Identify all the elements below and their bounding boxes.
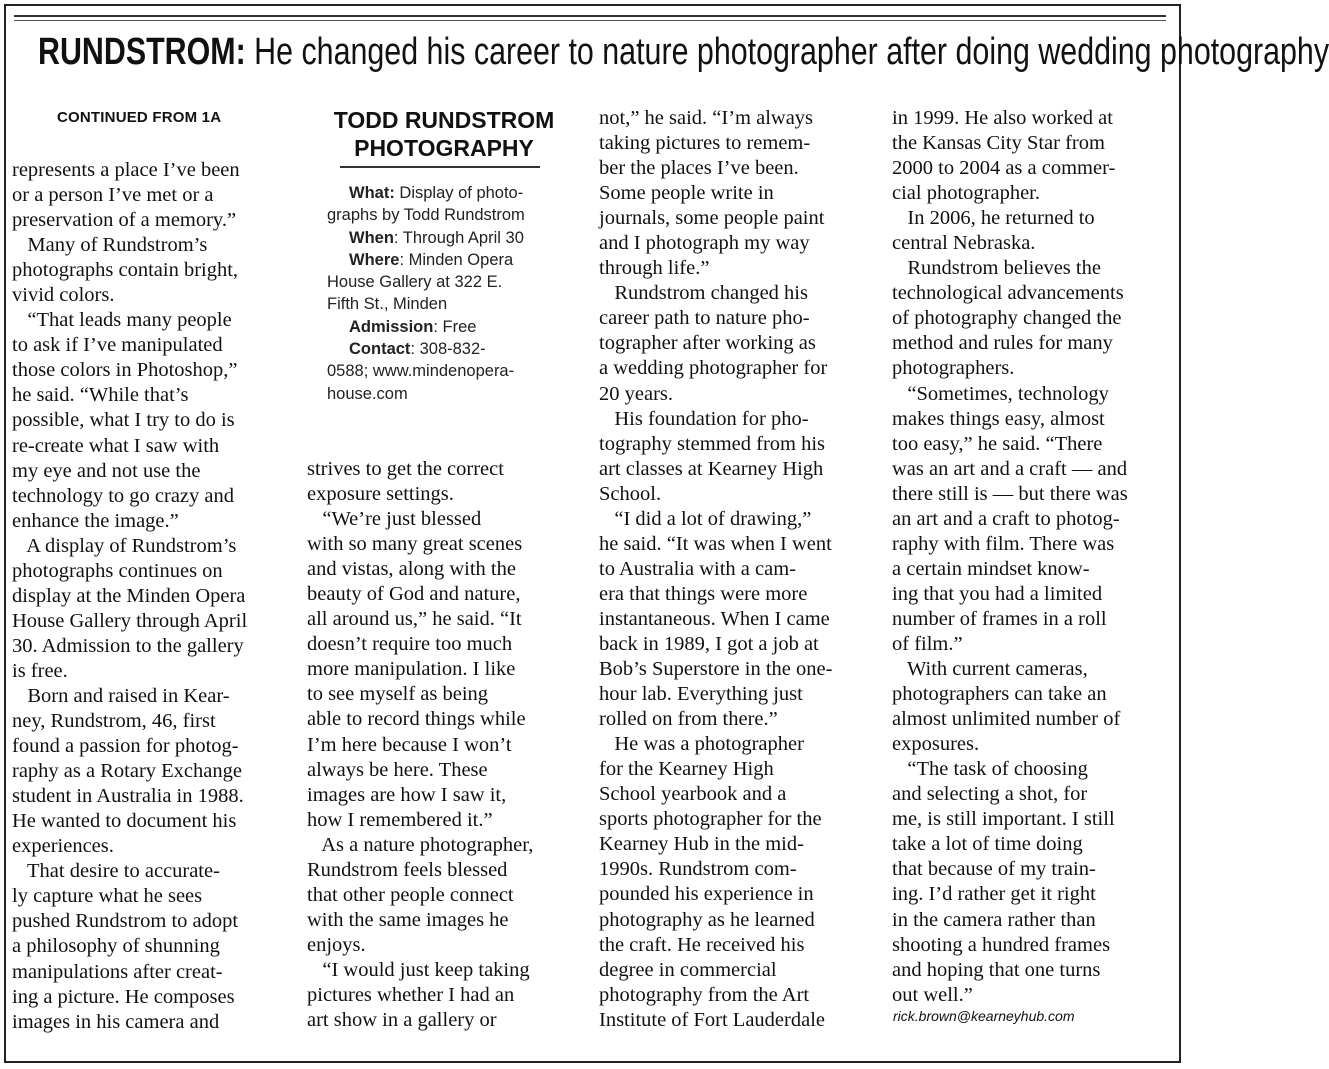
article-line: instantaneous. When I came [599,607,830,630]
article-line: Institute of Fort Lauderdale [599,1008,826,1031]
info-value: Display of photo- [394,184,524,202]
article-line: “We’re just blessed [307,508,482,531]
article-line: “I did a lot of drawing,” [599,507,812,530]
article-line: journals, some people paint [599,207,825,230]
article-line: ing a picture. He composes [12,985,235,1008]
info-line [327,360,582,382]
article-line: there still is — but there was [892,482,1128,505]
article-line: that other people connect [307,883,514,906]
article-line: makes things easy, almost [892,407,1105,430]
article-line: ber the places I’ve been. [599,157,799,180]
info-value: : 308-832- [410,340,486,359]
article-line: shooting a hundred frames [892,933,1111,956]
article-line: me, is still important. I still [892,808,1115,831]
article-line: photographs continues on [12,559,223,582]
info-value: : Through April 30 [393,228,524,247]
article-line: hour lab. Everything just [599,683,803,706]
info-value: 0588; www.mindenopera- [327,362,515,381]
info-line [327,227,582,249]
article-column-2 [307,457,582,1033]
article-line: the Kansas City Star from [892,132,1105,155]
article-line: re-create what I saw with [12,434,220,457]
article-line: and I photograph my way [599,232,810,255]
info-value: graphs by Todd Rundstrom [327,206,525,225]
article-line: ly capture what he sees [12,885,203,908]
article-line: art show in a gallery or [307,1009,497,1032]
article-line: and hoping that one turns [892,958,1101,981]
article-line: almost unlimited number of [892,708,1121,731]
headline-name: RUNDSTROM: [38,31,246,73]
article-line: he said. “It was when I went [599,532,832,555]
article-line: degree in commercial [599,958,777,981]
byline-email: rick.brown@kearneyhub.com [893,1008,1075,1024]
info-box-title-line: TODD RUNDSTROM [333,107,555,133]
article-line: how I remembered it.” [307,808,493,831]
article-line: A display of Rundstrom’s [12,534,237,557]
article-line: career path to nature pho- [599,307,810,330]
article-line: photography from the Art [599,983,810,1006]
article-line: is free. [12,659,68,682]
article-line: experiences. [12,835,114,858]
article-line: beauty of God and nature, [307,583,521,606]
article-line: pushed Rundstrom to adopt [12,910,239,933]
article-line: ing that you had a limited [892,582,1103,605]
article-line: for the Kearney High [599,758,774,781]
article-line: “That leads many people [12,309,232,332]
article-line: student in Australia in 1988. [12,785,244,808]
article-line: Born and raised in Kear- [12,684,230,707]
article-line: that because of my train- [892,858,1096,881]
article-line: 20 years. [599,382,674,405]
info-box-rule [340,166,540,168]
top-rule-thin [14,20,1166,21]
article-line: take a lot of time doing [892,833,1083,856]
article-line: He wanted to document his [12,810,237,833]
article-line: a wedding photographer for [599,357,828,380]
article-line: images in his camera and [12,1010,220,1033]
article-line: rolled on from there.” [599,708,778,731]
article-line: found a passion for photog- [12,735,239,758]
article-line: He was a photographer [599,733,804,756]
article-line: to Australia with a cam- [599,557,796,580]
info-box-title-line: PHOTOGRAPHY [354,135,534,161]
top-rule [14,15,1166,17]
article-line: able to record things while [307,708,526,731]
article-line: possible, what I try to do is [12,409,235,432]
info-label: What: [349,184,395,202]
article-line: era that things were more [599,582,808,605]
article-line: not,” he said. “I’m always [599,107,814,129]
info-line [327,316,582,338]
article-line: represents a place I’ve been [12,159,240,181]
continued-kicker: CONTINUED FROM 1A [57,109,222,126]
info-label: Where [349,250,400,269]
headline-text: He changed his career to nature photographer after doing wedding photography [254,31,1329,73]
article-line: always be here. These [307,758,488,781]
article-line: doesn’t require too much [307,633,513,656]
article-column-4 [892,106,1172,1008]
article-line: those colors in Photoshop,” [12,359,238,382]
article-line: In 2006, he returned to [892,207,1095,230]
info-line [327,383,582,405]
article-line: Many of Rundstrom’s [12,234,208,257]
article-line: he said. “While that’s [12,384,189,407]
article-line: and selecting a shot, for [892,783,1088,806]
article-line: “Sometimes, technology [892,382,1109,405]
article-line: to ask if I’ve manipulated [12,334,223,357]
article-line: out well.” [892,983,973,1006]
article-line: or a person I’ve met or a [12,184,214,207]
article-line: That desire to accurate- [12,860,220,883]
article-line: exposures. [892,733,980,756]
article-line: With current cameras, [892,658,1088,681]
info-label: When [349,228,394,247]
article-line: Rundstrom feels blessed [307,858,508,881]
article-line: to see myself as being [307,683,489,706]
article-line: more manipulation. I like [307,658,516,681]
article-line: 2000 to 2004 as a commer- [892,157,1116,180]
article-line: photography as he learned [599,908,815,931]
article-line: enjoys. [307,933,366,956]
article-line: all around us,” he said. “It [307,608,522,631]
article-line: Some people write in [599,182,774,205]
article-line: photographers can take an [892,683,1107,706]
article-line: School yearbook and a [599,783,787,806]
info-line [327,271,582,293]
article-line: photographs contain bright, [12,259,239,282]
info-value: : Free [433,317,477,336]
article-line: my eye and not use the [12,459,201,482]
article-line: cial photographer. [892,182,1041,205]
article-line: 1990s. Rundstrom com- [599,858,797,881]
article-line: central Nebraska. [892,232,1036,255]
article-line: with the same images he [307,908,509,931]
article-line: display at the Minden Opera [12,584,246,607]
article-line: images are how I saw it, [307,783,507,806]
article-line: raphy as a Rotary Exchange [12,760,242,783]
article-line: ney, Rundstrom, 46, first [12,710,216,733]
article-line: a philosophy of shunning [12,935,220,958]
article-line: and vistas, along with the [307,558,516,581]
article-line: Rundstrom believes the [892,257,1101,280]
article-line: vivid colors. [12,284,115,307]
article-line: of film.” [892,632,963,655]
article-line: “I would just keep taking [307,958,530,981]
info-value: House Gallery at 322 E. [327,273,503,292]
article-line: ing. I’d rather get it right [892,883,1096,906]
info-label: Admission [349,317,434,336]
article-line: As a nature photographer, [307,833,534,856]
article-line: through life.” [599,257,710,280]
article-line: strives to get the correct [307,458,504,480]
article-line: the craft. He received his [599,933,805,956]
article-line: a certain mindset know- [892,557,1090,580]
info-line [327,338,582,360]
article-line: photographers. [892,357,1015,380]
article-line: “The task of choosing [892,758,1088,781]
article-line: of photography changed the [892,307,1122,330]
article-line: Bob’s Superstore in the one- [599,658,833,681]
article-line: I’m here because I won’t [307,733,512,756]
article-line: preservation of a memory.” [12,209,237,232]
article-line: technology to go crazy and [12,484,235,507]
article-line: House Gallery through April [12,609,248,632]
article-line: art classes at Kearney High [599,457,824,480]
article-line: pictures whether I had an [307,983,515,1006]
article-line: 30. Admission to the gallery [12,634,244,657]
info-line [327,249,582,271]
article-line: pounded his experience in [599,883,814,906]
article-line: exposure settings. [307,483,454,506]
info-value: house.com [327,384,408,403]
article-line: Rundstrom changed his [599,282,808,305]
article-column-1 [12,158,292,1035]
article-line: technological advancements [892,282,1124,305]
info-line [327,204,582,226]
article-line: too easy,” he said. “There [892,432,1103,455]
headline [38,26,1329,78]
article-line: in 1999. He also worked at [892,107,1113,129]
info-value: : Minden Opera [399,250,514,269]
info-box-title [318,106,570,162]
article-line: tographer after working as [599,332,816,355]
article-line: His foundation for pho- [599,407,809,430]
article-line: back in 1989, I got a job at [599,632,819,655]
article-line: number of frames in a roll [892,607,1107,630]
article-line: with so many great scenes [307,533,523,556]
article-line: method and rules for many [892,332,1113,355]
article-column-3 [599,106,874,1033]
info-value: Fifth St., Minden [327,295,448,314]
article-line: an art and a craft to photog- [892,507,1120,530]
article-line: in the camera rather than [892,908,1096,931]
article-line: manipulations after creat- [12,960,223,983]
article-line: enhance the image.” [12,509,179,532]
article-line: was an art and a craft — and [892,457,1128,480]
article-line: School. [599,482,662,505]
article-line: raphy with film. There was [892,532,1115,555]
article-line: taking pictures to remem- [599,132,811,155]
info-label: Contact [349,340,411,359]
article-line: Kearney Hub in the mid- [599,833,804,856]
info-line [327,293,582,315]
info-box [327,182,582,405]
info-line [327,182,582,204]
article-line: tography stemmed from his [599,432,826,455]
article-line: sports photographer for the [599,808,822,831]
